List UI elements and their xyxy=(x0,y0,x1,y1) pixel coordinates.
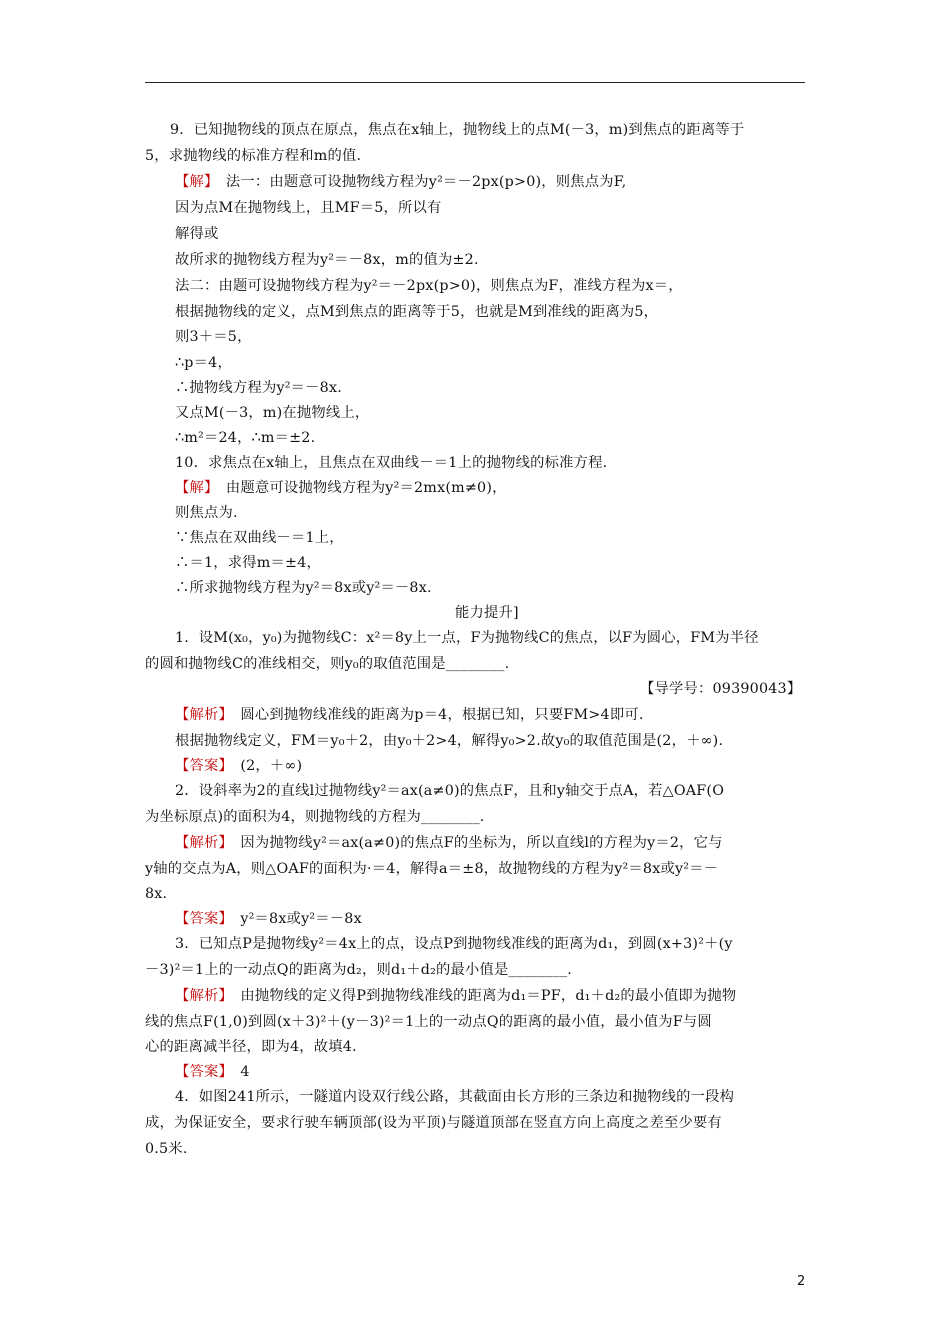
text-line xyxy=(175,198,442,218)
line-text: 8x. xyxy=(145,886,168,902)
section-tag: 【答案】 xyxy=(175,1064,226,1080)
text-line xyxy=(175,934,733,954)
text-line xyxy=(175,428,315,448)
text-line xyxy=(145,960,572,980)
line-text: 4 xyxy=(225,1064,250,1080)
line-text: 由抛物线的定义得P到抛物线准线的距离为d₁＝PF，d₁＋d₂的最小值即为抛物 xyxy=(225,988,737,1004)
header-rule xyxy=(145,82,805,83)
text-line xyxy=(175,756,302,776)
line-text: y²＝8x或y²＝－8x xyxy=(225,911,362,927)
line-text: 10．求焦点在x轴上，且焦点在双曲线－＝1上的抛物线的标准方程. xyxy=(175,455,608,471)
text-line xyxy=(175,172,626,192)
line-text: 法一：由题意可设抛物线方程为y²＝－2px(p>0)，则焦点为F, xyxy=(211,174,627,190)
section-tag: 【解析】 xyxy=(175,988,226,1004)
line-text: 9．已知抛物线的顶点在原点，焦点在x轴上，抛物线上的点M(－3，m)到焦点的距离等于 xyxy=(170,122,745,138)
line-text: y轴的交点为A，则△OAF的面积为·＝4，解得a＝±8，故抛物线的方程为y²＝8x或y²＝－ xyxy=(145,861,719,877)
line-text: 3．已知点P是抛物线y²＝4x上的点，设点P到抛物线准线的距离为d₁，到圆(x+3)²＋(y xyxy=(175,936,733,952)
line-text: ∴＝1，求得m＝±4， xyxy=(175,555,322,571)
line-text: 则焦点为. xyxy=(175,505,238,521)
line-text: ∴m²＝24，∴m＝±2. xyxy=(175,430,316,446)
text-line xyxy=(175,628,759,648)
line-text: 由题意可设抛物线方程为y²＝2mx(m≠0)， xyxy=(211,480,507,496)
line-text: 解得或 xyxy=(175,226,219,242)
text-line xyxy=(145,884,167,904)
line-text: 线的焦点F(1,0)到圆(x＋3)²＋(y－3)²＝1上的一动点Q的距离的最小值，最小值为F与圆 xyxy=(145,1014,712,1030)
text-line xyxy=(145,146,371,166)
line-text: 成，为保证安全，要求行驶车辆顶部(设为平顶)与隧道顶部在竖直方向上高度之差至少要有 xyxy=(145,1115,722,1131)
text-line xyxy=(175,528,344,548)
text-line xyxy=(175,403,369,423)
line-text: 圆心到抛物线准线的距离为p＝4，根据已知，只要FM>4即可. xyxy=(225,707,644,723)
text-line xyxy=(175,553,321,573)
line-text: ∵焦点在双曲线－＝1上， xyxy=(175,530,344,546)
line-text: 能力提升] xyxy=(455,605,519,621)
line-text: －3)²＝1上的一动点Q的距离为d₂，则d₁＋d₂的最小值是________. xyxy=(145,962,573,978)
section-tag: 【答案】 xyxy=(175,911,226,927)
line-text: 又点M(－3，m)在抛物线上， xyxy=(175,405,370,421)
text-line xyxy=(175,353,232,373)
text-line xyxy=(175,578,432,598)
text-line xyxy=(175,781,724,801)
line-text: 根据抛物线定义，FM＝y₀＋2，由y₀＋2>4，解得y₀>2.故y₀的取值范围是(2，＋∞). xyxy=(175,733,724,749)
text-line xyxy=(145,1037,357,1057)
text-line xyxy=(175,250,479,270)
line-text: 因为抛物线y²＝ax(a≠0)的焦点F的坐标为，所以直线l的方程为y＝2，它与 xyxy=(225,835,723,851)
text-line xyxy=(170,120,744,140)
line-text: 则3＋＝5， xyxy=(175,329,252,345)
text-line xyxy=(455,603,519,623)
line-text: ∴抛物线方程为y²＝－8x. xyxy=(175,380,342,396)
line-text: ∴所求抛物线方程为y²＝8x或y²＝－8x. xyxy=(175,580,432,596)
text-line xyxy=(175,302,658,322)
text-line xyxy=(175,986,736,1006)
section-tag: 【解】 xyxy=(175,480,212,496)
text-line xyxy=(175,731,723,751)
text-line xyxy=(175,453,607,473)
text-line xyxy=(175,1062,250,1082)
text-line xyxy=(175,224,219,244)
line-text: 0.5米. xyxy=(145,1141,188,1157)
section-tag: 【解】 xyxy=(175,174,212,190)
section-tag: 【解析】 xyxy=(175,835,226,851)
line-text: 故所求的抛物线方程为y²＝－8x，m的值为±2. xyxy=(175,252,479,268)
text-line xyxy=(175,276,683,296)
text-line xyxy=(175,833,723,853)
text-line xyxy=(145,1113,722,1133)
page-number: 2 xyxy=(797,1274,806,1289)
text-line xyxy=(175,503,238,523)
text-line xyxy=(175,378,342,398)
line-text: 根据抛物线的定义，点M到焦点的距离等于5，也就是M到准线的距离为5， xyxy=(175,304,659,320)
section-tag: 【答案】 xyxy=(175,758,226,774)
text-line xyxy=(175,705,644,725)
text-line xyxy=(145,807,485,827)
text-line xyxy=(145,1012,712,1032)
text-line xyxy=(175,327,252,347)
line-text: 5，求抛物线的标准方程和m的值． xyxy=(145,148,372,164)
line-text: 1．设M(x₀，y₀)为抛物线C：x²＝8y上一点，F为抛物线C的焦点，以F为圆心，FM为半径 xyxy=(175,630,759,646)
section-tag: 【解析】 xyxy=(175,707,226,723)
line-text: 为坐标原点)的面积为4，则抛物线的方程为________. xyxy=(145,809,485,825)
line-text: 2．设斜率为2的直线l过抛物线y²＝ax(a≠0)的焦点F，且和y轴交于点A，若△OAF(O xyxy=(175,783,725,799)
text-line xyxy=(145,654,509,674)
text-line xyxy=(640,679,801,699)
text-line xyxy=(145,1139,188,1159)
text-line xyxy=(175,909,362,929)
line-text: 【导学号：09390043】 xyxy=(640,681,802,697)
line-text: 因为点M在抛物线上，且MF＝5，所以有 xyxy=(175,200,442,216)
line-text: ∴p＝4， xyxy=(175,355,232,371)
text-line xyxy=(145,859,718,879)
line-text: 法二：由题可设抛物线方程为y²＝－2px(p>0)，则焦点为F，准线方程为x＝， xyxy=(175,278,683,294)
line-text: 心的距离减半径，即为4，故填4. xyxy=(145,1039,357,1055)
line-text: 4．如图241所示，一隧道内设双行线公路，其截面由长方形的三条边和抛物线的一段构 xyxy=(175,1089,735,1105)
text-line xyxy=(175,1087,734,1107)
line-text: (2，＋∞) xyxy=(225,758,303,774)
line-text: 的圆和抛物线C的准线相交，则y₀的取值范围是________. xyxy=(145,656,510,672)
text-line xyxy=(175,478,507,498)
